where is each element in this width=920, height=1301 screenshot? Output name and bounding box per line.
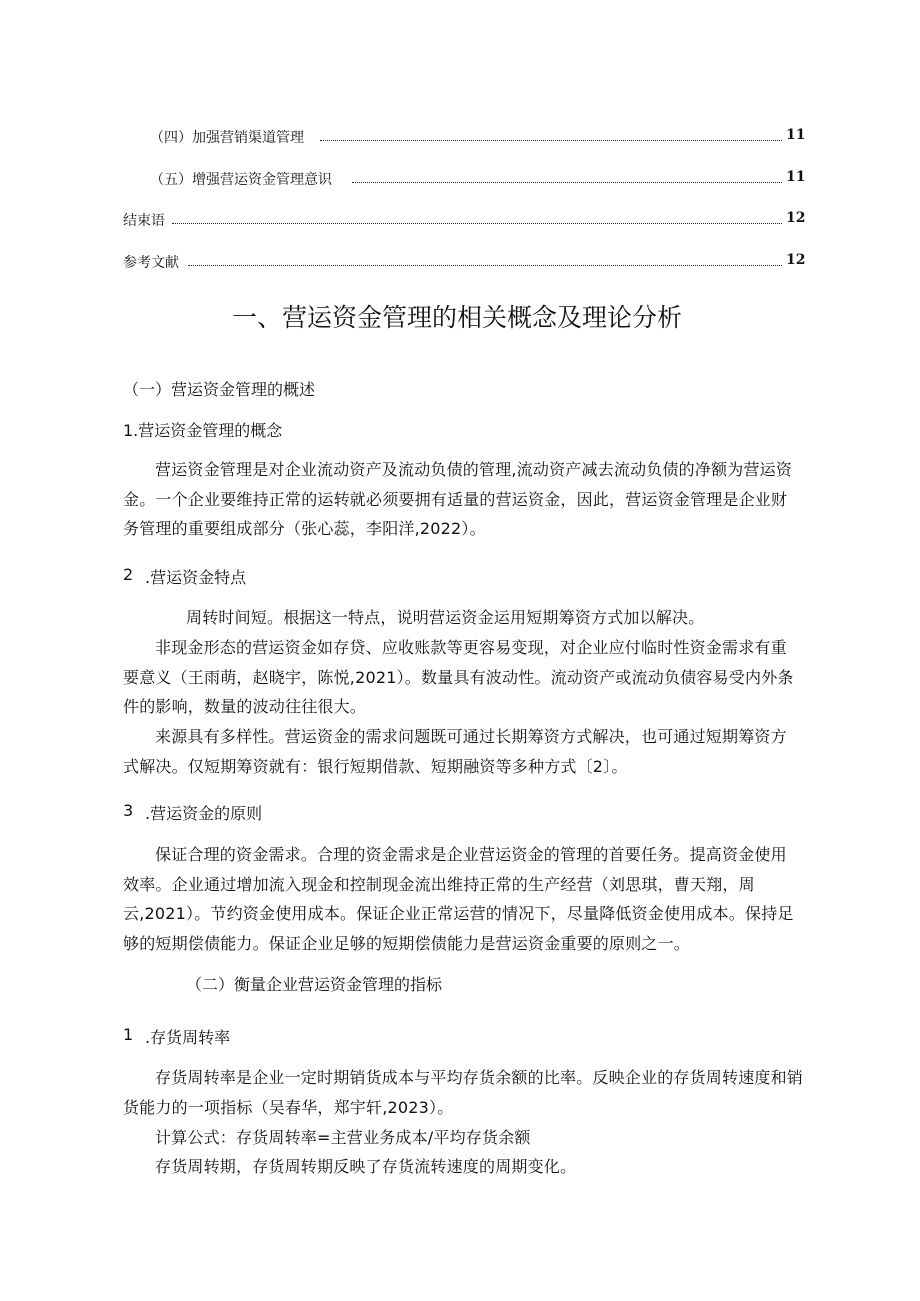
subsection-number: 3 [123,801,134,820]
paragraph: 周转时间短。根据这一特点，说明营运资金运用短期筹资方式加以解决。 [186,608,705,627]
paragraph: 存货周转期，存货周转期反映了存货流转速度的周期变化。 [155,1157,577,1176]
subsection-heading: .营运资金特点 [145,568,247,587]
toc-leader [188,265,782,266]
subsection-heading: .存货周转率 [145,1028,231,1047]
chapter-title: 一、营运资金管理的相关概念及理论分析 [232,303,683,332]
paragraph: 营运资金管理是对企业流动资产及流动负债的管理,流动资产减去流动负债的净额为营运资金。一个企业要维持正常的运转就必须要拥有适量的营运资金，因此，营运资金管理是企业财务管理的重要组成部分（张心蕊，李阳洋,2022）。 [123,460,793,538]
toc-entry[interactable] [0,169,920,191]
subsection-number: 2 [123,565,134,584]
toc-leader [320,140,782,141]
section-heading: （一）营运资金管理的概述 [123,380,316,399]
toc-entry-page: 12 [786,210,806,226]
section-heading: （二）衡量企业营运资金管理的指标 [186,975,443,994]
subsection-heading: 1.营运资金管理的概念 [123,421,283,440]
subsection-number: 1 [123,1025,134,1044]
toc-entry-label: 参考文献 [123,252,181,272]
toc-entry-label: （四）加强营销渠道管理 [150,127,306,147]
toc-leader [172,223,782,224]
toc-entry[interactable] [0,127,920,149]
toc-entry-label: （五）增强营运资金管理意识 [150,169,334,189]
toc-entry-page: 12 [786,252,806,268]
toc-leader [352,182,782,183]
formula-line: 计算公式：存货周转率=主营业务成本/平均存货余额 [155,1128,531,1147]
subsection-heading: .营运资金的原则 [145,804,263,823]
paragraph: 非现金形态的营运资金如存贷、应收账款等更容易变现，对企业应付临时性资金需求有重要意义（王雨萌，赵晓宇，陈悦,2021）。数量具有波动性。流动资产或流动负债容易受内外条件的影响，数量的波动往往很大。 [123,638,794,716]
paragraph: 来源具有多样性。营运资金的需求问题既可通过长期筹资方式解决，也可通过短期筹资方式解决。仅短期筹资就有：银行短期借款、短期融资等多种方式〔2〕。 [123,727,787,776]
toc-entry-label: 结束语 [123,210,167,230]
toc-entry[interactable] [0,210,920,232]
toc-entry[interactable] [0,252,920,274]
toc-entry-page: 11 [786,169,806,185]
paragraph: 保证合理的资金需求。合理的资金需求是企业营运资金的管理的首要任务。提高资金使用效率。企业通过增加流入现金和控制现金流出维持正常的生产经营（刘思琪，曹天翔，周云,2021）。节约资金使用成本。保证企业正常运营的情况下，尽量降低资金使用成本。保持足够的短期偿债能力。保证企业足够的短期偿债能力是营运资金重要的原则之一。 [123,845,794,953]
toc-entry-page: 11 [786,127,806,143]
paragraph: 存货周转率是企业一定时期销货成本与平均存货余额的比率。反映企业的存货周转速度和销货能力的一项指标（吴春华，郑宇轩,2023）。 [123,1068,804,1117]
